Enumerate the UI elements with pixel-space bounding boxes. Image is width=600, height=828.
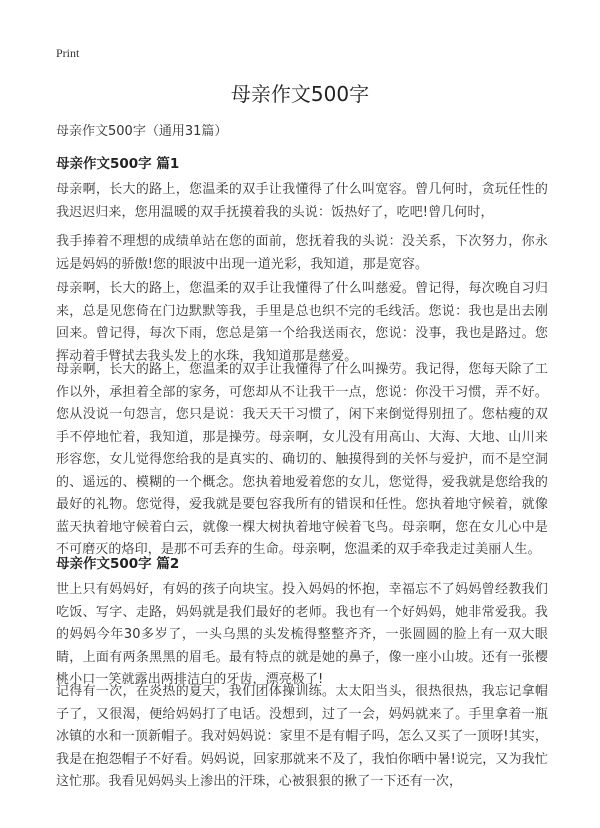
paragraph: 母亲啊，长大的路上，您温柔的双手让我懂得了什么叫慈爱。曾记得，每次晚自习归来，总是见您倚在门边默默等我，手里是总也织不完的毛线活。您说：我也是出去刚回来。曾记得，每次下雨，您总是第一个给我送雨衣，您说：没事，我也是路过。您挥动着手臂拭去我头发上的水珠，我知道那是慈爱。 [56,281,548,364]
section-heading-2: 母亲作文500字 篇2 [56,556,180,572]
paragraph: 世上只有妈妈好，有妈的孩子向块宝。投入妈妈的怀抱，幸福忘不了妈妈曾经教我们吃饭、写字、走路，妈妈就是我们最好的老师。我也有一个好妈妈，她非常爱我。我的妈妈今年30多岁了，一头乌黑的头发梳得整整齐齐，一张圆圆的脸上有一双大眼睛，上面有两条黑黑的眉毛。最有特点的就是她的鼻子，像一座小山坡。还有一张樱桃小口一笑就露出两排洁白的牙齿，漂亮极了! [56,582,548,687]
paragraph: 记得有一次，在炎热的夏天，我们团体操训练。太太阳当头，很热很热，我忘记拿帽子了，又很渴，便给妈妈打了电话。没想到，过了一会，妈妈就来了。手里拿着一瓶冰镇的水和一顶新帽子。我对妈妈说：家里不是有帽子吗，怎么又买了一顶呀!其实，我是在抱怨帽子不好看。妈妈说，回家那就来不及了，我怕你晒中暑!说完，又为我忙这忙那。我看见妈妈头上渗出的汗珠，心被狠狠的揪了一下还有一次， [56,684,548,789]
paragraph: 我手捧着不理想的成绩单站在您的面前，您抚着我的头说：没关系，下次努力，你永远是妈妈的骄傲!您的眼波中出现一道光彩，我知道，那是宽容。 [56,234,548,272]
paragraph: 母亲啊，长大的路上，您温柔的双手让我懂得了什么叫操劳。我记得，您每天除了工作以外，承担着全部的家务，可您却从不让我干一点，您说：你没干习惯，弄不好。您从没说一句怨言，您只是说：我天天干习惯了，闲下来倒觉得别扭了。您枯瘦的双手不停地忙着，我知道，那是操劳。母亲啊，女儿没有用高山、大海、大地、山川来形容您，女儿觉得您给我的是真实的、确切的、触摸得到的关怀与爱护，而不是空洞的、遥远的、模糊的一个概念。您执着地爱着您的女儿，您觉得，爱我就是您给我的最好的礼物。您觉得，爱我就是要包容我所有的错误和任性。您执着地守候着，就像蓝天执着地守候着白云，就像一棵大树执着地守候着飞鸟。母亲啊，您在女儿心中是不可磨灭的烙印，是那不可丢弃的生命。母亲啊，您温柔的双手牵我走过美丽人生。 [56,362,548,557]
page-title: 母亲作文500字 [230,82,370,106]
section-heading-1: 母亲作文500字 篇1 [56,156,180,172]
print-link[interactable]: Print [56,46,80,60]
paragraph: 母亲啊，长大的路上，您温柔的双手让我懂得了什么叫宽容。曾几何时，贪玩任性的我迟迟归来，您用温暖的双手抚摸着我的头说：饭热好了，吃吧!曾几何时， [56,182,548,220]
document-subtitle: 母亲作文500字（通用31篇） [56,124,228,139]
